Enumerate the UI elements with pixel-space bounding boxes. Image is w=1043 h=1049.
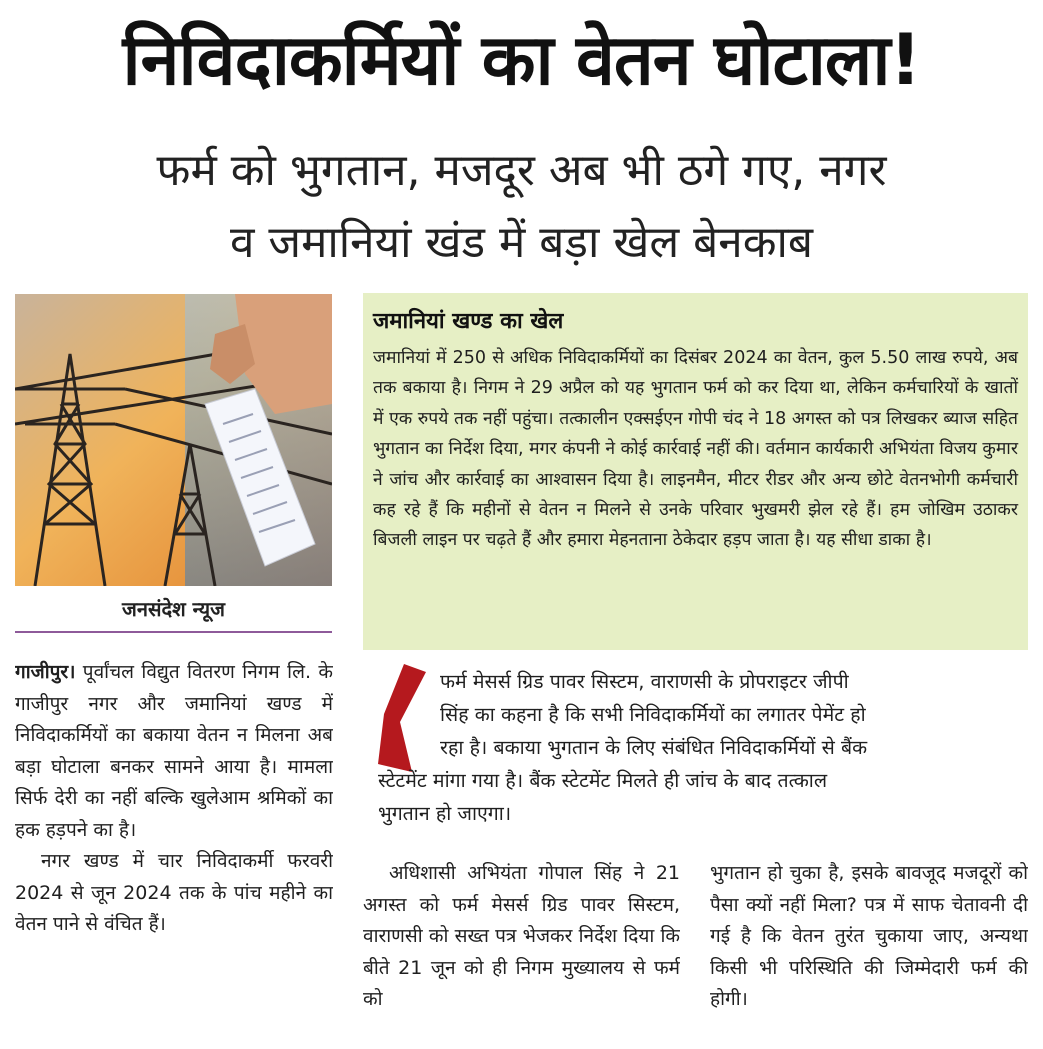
article-paragraph: पूर्वांचल विद्युत वितरण निगम लि. के गाजीपुर नगर और जमानियां खण्ड में निविदाकर्मियों का बकाया वेतन न मिलना अब बड़ा घोटाला बनकर सामने आया है। मामला सिर्फ देरी का नहीं बल्कि खुलेआम श्रमिकों का हक हड़पने का है। — [15, 661, 333, 841]
quote-line: रहा है। बकाया भुगतान के लिए संबंधित निविदाकर्मियों से बैंक — [440, 736, 868, 759]
article-column-1 — [15, 657, 333, 941]
quote-line: भुगतान हो जाएगा। — [378, 802, 512, 825]
quote-line: फर्म मेसर्स ग्रिड पावर सिस्टम, वाराणसी के प्रोपराइटर जीपी — [440, 670, 849, 693]
article-paragraph: अधिशासी अभियंता गोपाल सिंह ने 21 अगस्त को फर्म मेसर्स ग्रिड पावर सिस्टम, वाराणसी को सख्त पत्र भेजकर निर्देश दिया कि बीते 21 जून को ही निगम मुख्यालय से फर्म को — [363, 862, 680, 1010]
headline: निविदाकर्मियों का वेतन घोटाला! — [122, 19, 921, 101]
sidebar-title: जमानियां खण्ड का खेल — [373, 309, 564, 334]
subheadline-line-2: व जमानियां खंड में बड़ा खेल बेनकाब — [229, 217, 814, 268]
article-column-3 — [710, 858, 1028, 1016]
news-photo — [15, 294, 332, 586]
sidebar-body: जमानियां में 250 से अधिक निविदाकर्मियों का दिसंबर 2024 का वेतन, कुल 5.50 लाख रुपये, अब तक बकाया है। निगम ने 29 अप्रैल को यह भुगतान फर्म को कर दिया था, लेकिन कर्मचारियों के खातों में एक रुपये तक नहीं पहुंचा। तत्कालीन एक्सईएन गोपी चंद ने 18 अगस्त को पत्र लिखकर ब्याज सहित भुगतान का निर्देश दिया, मगर कंपनी ने कोई कार्रवाई नहीं की। वर्तमान कार्यकारी अभियंता विजय कुमार ने जांच और कार्रवाई का आश्वासन दिया है। लाइनमैन, मीटर रीडर और अन्य छोटे वेतनभोगी कर्मचारी कह रहे हैं कि महीनों से वेतन न मिलने से उनके परिवार भुखमरी झेल रहे हैं। हम जोखिम उठाकर बिजली लाइन पर चढ़ते हैं और हमारा मेहनताना ठेकेदार हड़प जाता है। यह सीधा डाका है। — [373, 348, 1018, 551]
quote-line: स्टेटमेंट मांगा गया है। बैंक स्टेटमेंट मिलते ही जांच के बाद तत्काल — [378, 769, 828, 792]
article-column-2 — [363, 858, 680, 1016]
quote-line: सिंह का कहना है कि सभी निविदाकर्मियों का लगातर पेमेंट हो — [440, 703, 866, 726]
subheadline-line-1: फर्म को भुगतान, मजदूर अब भी ठगे गए, नगर — [156, 145, 887, 196]
article-paragraph: भुगतान हो चुका है, इसके बावजूद मजदूरों को पैसा क्यों नहीं मिला? पत्र में साफ चेतावनी दी गई है कि वेतन तुरंत चुकाया जाए, अन्यथा किसी भी परिस्थिति की जिम्मेदारी फर्म की होगी। — [710, 862, 1028, 1010]
power-tower-receipt-image — [15, 294, 332, 586]
photo-credit: जनसंदेश न्यूज — [122, 597, 225, 621]
divider — [15, 631, 332, 633]
dateline: गाजीपुर। — [15, 661, 76, 683]
sidebar-box — [363, 293, 1028, 650]
quote-mark-icon — [378, 664, 426, 772]
article-paragraph: नगर खण्ड में चार निविदाकर्मी फरवरी 2024 से जून 2024 तक के पांच महीने का वेतन पाने से वंचित हैं। — [15, 850, 333, 935]
